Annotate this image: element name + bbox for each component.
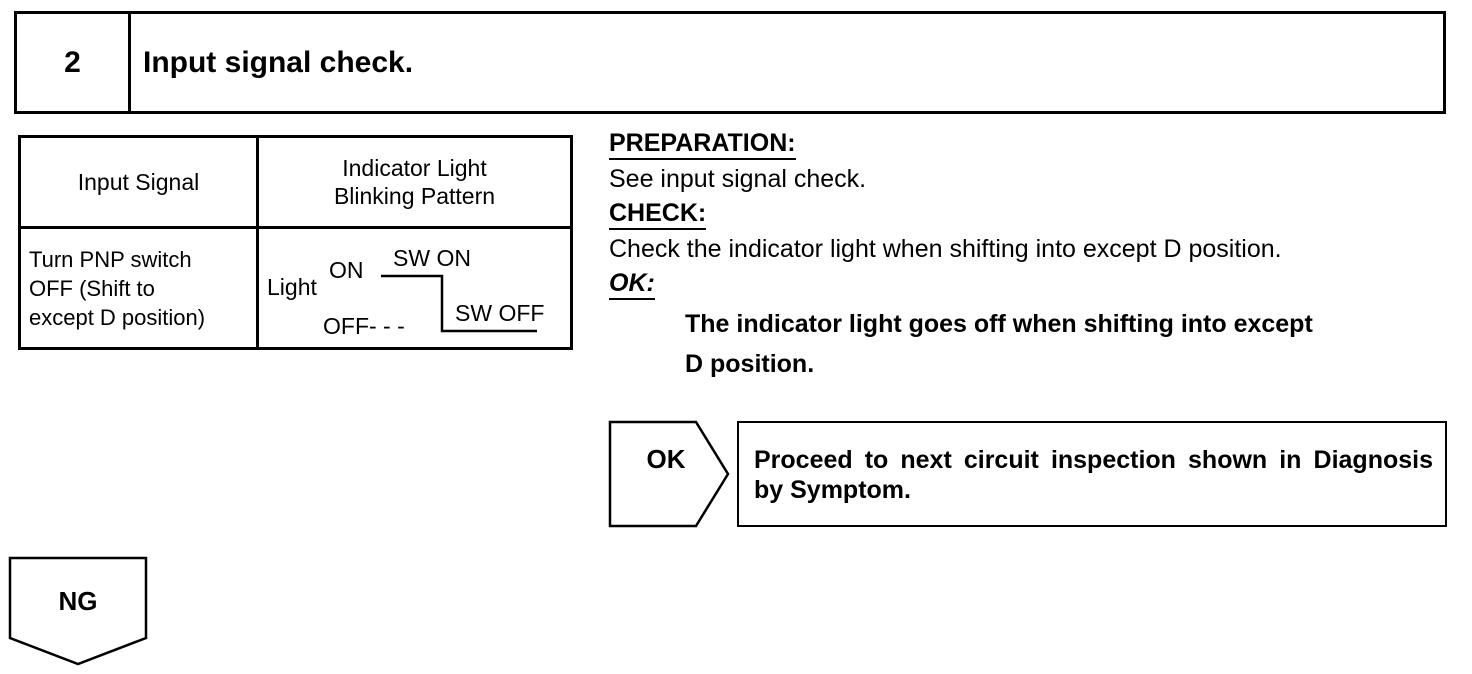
input-signal-table (18, 135, 573, 350)
ng-arrow (8, 556, 150, 668)
step-number: 2 (17, 14, 131, 111)
pattern-off-label: OFF- - - (323, 313, 405, 339)
ok-criteria-line2: D position. (685, 350, 815, 378)
pattern-sw-off-label: SW OFF (455, 300, 545, 326)
pattern-sw-on-label: SW ON (393, 245, 471, 271)
instructions-block (609, 128, 1459, 384)
step-title: Input signal check. (143, 45, 414, 79)
blinking-pattern-diagram (259, 229, 571, 345)
ok-result-box: Proceed to next circuit inspection shown in Diagnosis by Symptom. (737, 421, 1447, 527)
condition-line: except D position) (29, 304, 206, 330)
step-header (14, 11, 1446, 114)
condition-line: Turn PNP switch (29, 246, 192, 272)
blinking-pattern-cell (258, 228, 572, 349)
pattern-on-label: ON (329, 257, 364, 283)
preparation-heading: PREPARATION: (609, 128, 796, 160)
ok-arrow-label: OK (646, 444, 686, 474)
ok-criteria-line1: The indicator light goes off when shifting into except (685, 310, 1313, 338)
check-text: Check the indicator light when shifting into except D position. (609, 235, 1282, 263)
input-condition-cell (20, 228, 258, 349)
preparation-text: See input signal check. (609, 165, 867, 193)
condition-line: OFF (Shift to (29, 275, 155, 301)
column-header-input-signal: Input Signal (20, 137, 258, 228)
ng-arrow-label: NG (58, 586, 98, 616)
ok-heading: OK: (609, 268, 655, 300)
pattern-light-label: Light (267, 274, 317, 300)
check-heading: CHECK: (609, 198, 706, 230)
column-header-indicator (258, 137, 572, 228)
indicator-header-line2: Blinking Pattern (333, 183, 496, 209)
ok-criteria-text (609, 304, 1459, 384)
indicator-header-line1: Indicator Light (342, 155, 487, 181)
ok-arrow (608, 420, 734, 530)
